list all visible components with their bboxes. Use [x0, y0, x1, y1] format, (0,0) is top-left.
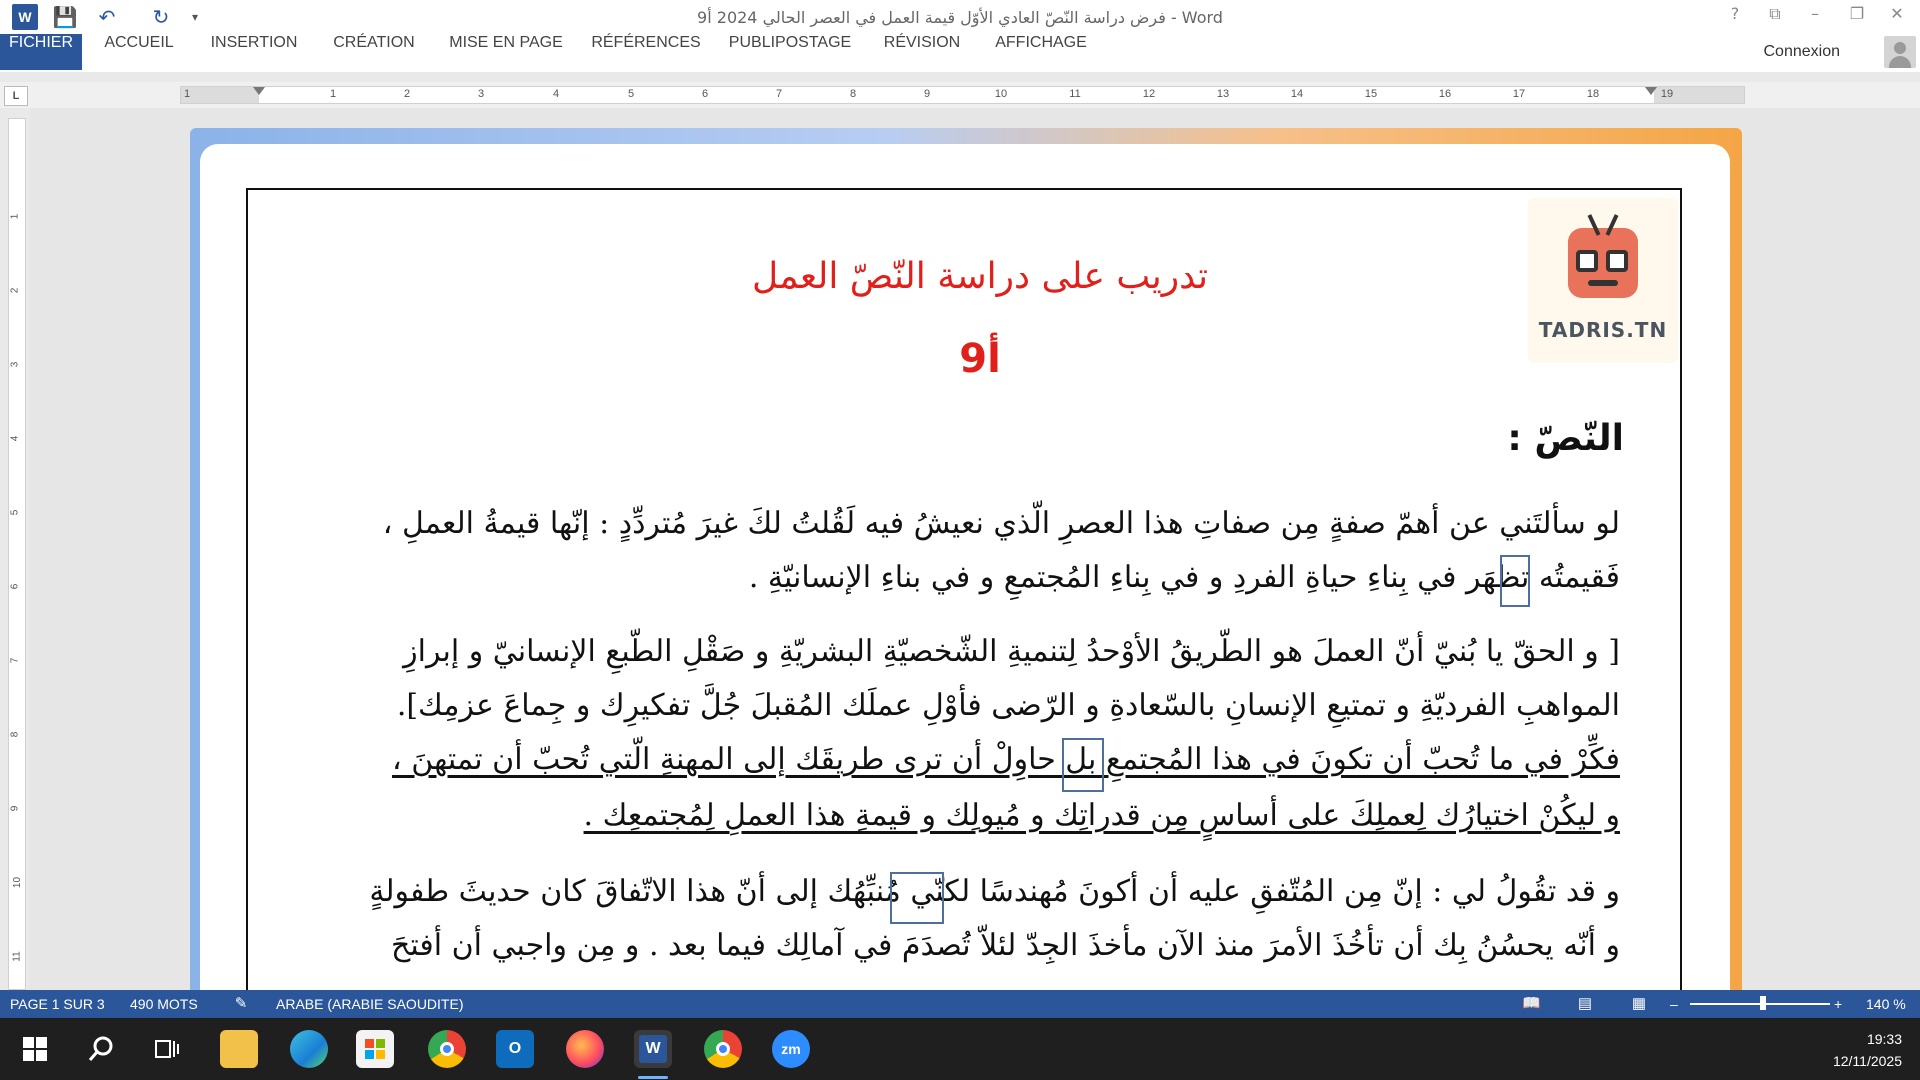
tab-creation[interactable]: CRÉATION — [333, 34, 415, 51]
tab-affichage[interactable]: AFFICHAGE — [995, 34, 1087, 51]
zoom-in-button[interactable]: + — [1834, 996, 1843, 1012]
tab-revision[interactable]: RÉVISION — [883, 34, 961, 51]
text-line: المواهبِ الفرديّةِ و تمتيعِ الإنسانِ بالسّعادةِ و الرّضى فأوْلِ عملَك المُقبلَ جُلَّ تفكيرِك و جِماعَ عزمِك]. — [396, 688, 1620, 723]
print-layout-icon[interactable]: ▤ — [1577, 995, 1593, 1012]
tab-references[interactable]: RÉFÉRENCES — [591, 34, 701, 51]
start-icon[interactable] — [16, 1030, 54, 1068]
outlook-icon[interactable]: O — [496, 1030, 534, 1068]
tv-mascot-icon — [1568, 228, 1638, 298]
ruler-tick: 8 — [849, 88, 857, 100]
ruler-tick: 3 — [477, 88, 485, 100]
language-indicator[interactable]: ARABE (ARABIE SAOUDITE) — [276, 996, 464, 1012]
word-taskbar-icon: W — [639, 1035, 667, 1063]
ribbon-tabs — [0, 34, 1920, 72]
page-count[interactable]: PAGE 1 SUR 3 — [10, 996, 105, 1012]
search-icon[interactable] — [82, 1030, 120, 1068]
mascot-eye — [1576, 250, 1598, 272]
chrome-center — [440, 1042, 454, 1056]
title-bar — [0, 0, 1920, 34]
read-mode-icon[interactable]: 📖 — [1522, 995, 1541, 1012]
vruler-tick: 6 — [9, 583, 21, 590]
save-icon[interactable]: 💾 — [52, 5, 78, 29]
vruler-tick: 1 — [9, 213, 21, 220]
word-app-icon[interactable]: W — [12, 4, 38, 30]
tab-insertion[interactable]: INSERTION — [210, 34, 298, 51]
text-line: فَقيمتُه تظهَر في بِناءِ حياةِ الفردِ و في بِناءِ المُجتمعِ و في بناءِ الإنسانيّةِ . — [748, 560, 1620, 595]
left-indent-marker[interactable] — [253, 87, 265, 95]
text-line: و قد تقُولُ لي : إنّ مِن المُتّفقِ عليه أن أكونَ مُهندسًا لكنّي مُنبِّهُك إلى أنّ هذا الاتّفاقَ كان حديثَ طفولةٍ — [369, 874, 1620, 909]
ruler-tick: 10 — [994, 88, 1008, 100]
mascot-eye — [1606, 250, 1628, 272]
tab-mise-en-page[interactable]: MISE EN PAGE — [449, 34, 563, 51]
document-area[interactable] — [30, 108, 1920, 990]
text-line-underlined: فكِّرْ في ما تُحبّ أن تكونَ في هذا المُجتمعِ بل حاوِلْ أن ترى طريقَك إلى المهنةِ الّتي تُحبّ أن تمتهنَ ، — [392, 742, 1620, 777]
ruler-left-margin — [181, 87, 259, 103]
text-selection-box — [1500, 555, 1530, 607]
section-heading: النّصّ : — [1507, 418, 1624, 459]
vruler-tick: 10 — [12, 876, 24, 889]
text-line-underlined: و ليكُنْ اختيارُك لِعملِكَ على أساسٍ مِن قدراتِك و مُيولِك و قيمةِ هذا العملِ لِمُجتمعِك . — [583, 798, 1620, 833]
tab-accueil[interactable]: ACCUEIL — [104, 34, 174, 51]
vruler-tick: 11 — [11, 951, 23, 962]
redo-icon[interactable]: ↻ — [152, 5, 170, 29]
ruler-tick: 4 — [552, 88, 560, 100]
vertical-ruler[interactable] — [8, 118, 26, 990]
vruler-tick: 7 — [9, 657, 21, 664]
tadris-logo — [1528, 198, 1678, 363]
word-count[interactable]: 490 MOTS — [130, 996, 198, 1012]
undo-icon[interactable]: ↶ — [98, 5, 116, 29]
task-view-icon[interactable] — [148, 1030, 186, 1068]
ruler-tick: 15 — [1364, 88, 1378, 100]
file-explorer-icon[interactable] — [220, 1030, 258, 1068]
sign-in-link[interactable]: Connexion — [1763, 43, 1840, 60]
vruler-tick: 4 — [9, 435, 21, 442]
horizontal-ruler[interactable] — [180, 86, 1745, 104]
ruler-tick: 18 — [1586, 88, 1600, 100]
ruler-tick: 5 — [627, 88, 635, 100]
system-clock[interactable] — [1833, 1028, 1902, 1072]
antenna-left — [1588, 214, 1601, 236]
maximize-icon[interactable]: ❐ — [1849, 4, 1865, 23]
web-layout-icon[interactable]: ▦ — [1631, 995, 1647, 1012]
tab-fichier[interactable]: FICHIER — [0, 34, 82, 70]
ruler-tick: 13 — [1216, 88, 1230, 100]
word-taskbar-button[interactable] — [634, 1030, 672, 1068]
horizontal-ruler-bar — [0, 82, 1920, 108]
ribbon-display-options-icon[interactable]: ⧉ — [1769, 4, 1781, 23]
tab-stop-selector[interactable]: L — [4, 86, 28, 106]
ruler-tick: 2 — [403, 88, 411, 100]
ruler-tick: 7 — [775, 88, 783, 100]
clock-date: 12/11/2025 — [1832, 1053, 1902, 1069]
window-title: فرض دراسة النّصّ العادي الأوّل قيمة العمل في العصر الحالي 2024 أ9 - Word — [697, 8, 1223, 27]
mascot-mouth — [1588, 280, 1618, 286]
zoom-out-button[interactable]: – — [1670, 996, 1678, 1012]
edge-icon[interactable] — [290, 1030, 328, 1068]
ruler-tick: 6 — [701, 88, 709, 100]
active-app-indicator — [638, 1076, 668, 1079]
text-line: لو سألتَني عن أهمّ صفةٍ مِن صفاتِ هذا العصرِ الّذي نعيشُ فيه لَقُلتُ لكَ غيرَ مُتردِّدٍ : إنّها قيمةُ العملِ ، — [382, 506, 1620, 541]
text-line: [ و الحقّ يا بُنيّ أنّ العملَ هو الطّريقُ الأوْحدُ لِتنميةِ الشّخصيّةِ البشريّةِ و صَقْلِ الطّبعِ الإنسانيّ و إبرازِ — [403, 634, 1620, 669]
help-icon[interactable]: ? — [1730, 4, 1740, 23]
chrome-center — [716, 1042, 730, 1056]
proofing-icon[interactable]: ✎ — [234, 995, 248, 1012]
zoom-level[interactable]: 140 % — [1866, 996, 1906, 1012]
vruler-tick: 3 — [9, 361, 21, 368]
store-icon[interactable] — [356, 1030, 394, 1068]
ruler-tick: 16 — [1438, 88, 1452, 100]
clock-time: 19:33 — [1866, 1031, 1902, 1047]
firefox-icon[interactable] — [566, 1030, 604, 1068]
text-selection-box — [890, 872, 944, 924]
minimize-icon[interactable]: – — [1811, 4, 1819, 23]
tab-publipostage[interactable]: PUBLIPOSTAGE — [728, 34, 852, 51]
ruler-tick: 1 — [183, 88, 191, 100]
ruler-tick: 17 — [1512, 88, 1526, 100]
text-selection-box — [1062, 738, 1104, 792]
taskbar — [0, 1018, 1920, 1080]
zoom-app-icon[interactable]: zm — [772, 1030, 810, 1068]
ruler-tick: 12 — [1142, 88, 1156, 100]
text-line: و أنّه يحسُنُ بِك أن تأخُذَ الأمرَ منذ الآن مأخذَ الجِدّ لئلاّ تُصدَمَ في آمالِك فيما بعد . و مِن واجبي أن أفتحَ — [390, 928, 1620, 963]
ruler-tick: 1 — [329, 88, 337, 100]
logo-text: TADRIS.TN — [1538, 318, 1668, 342]
right-indent-marker[interactable] — [1645, 87, 1657, 95]
ruler-tick: 11 — [1069, 88, 1081, 100]
status-bar — [0, 990, 1920, 1018]
antenna-right — [1606, 214, 1619, 236]
customize-quick-access-icon[interactable]: ▾ — [191, 10, 199, 24]
zoom-slider-thumb[interactable] — [1760, 996, 1766, 1010]
document-title: تدريب على دراسة النّصّ العمل — [751, 256, 1209, 297]
close-icon[interactable]: ✕ — [1890, 4, 1904, 23]
chrome-icon-2[interactable] — [704, 1030, 742, 1068]
vruler-tick: 2 — [9, 287, 21, 294]
document-subtitle: أ9 — [959, 336, 1001, 382]
ruler-tick: 9 — [923, 88, 931, 100]
ruler-tick: 14 — [1290, 88, 1304, 100]
vruler-tick: 9 — [9, 805, 21, 812]
vruler-tick: 5 — [9, 509, 21, 516]
ruler-tick: 19 — [1660, 88, 1674, 100]
chrome-icon[interactable] — [428, 1030, 466, 1068]
vruler-tick: 8 — [9, 731, 21, 738]
user-avatar-icon[interactable] — [1884, 36, 1916, 68]
